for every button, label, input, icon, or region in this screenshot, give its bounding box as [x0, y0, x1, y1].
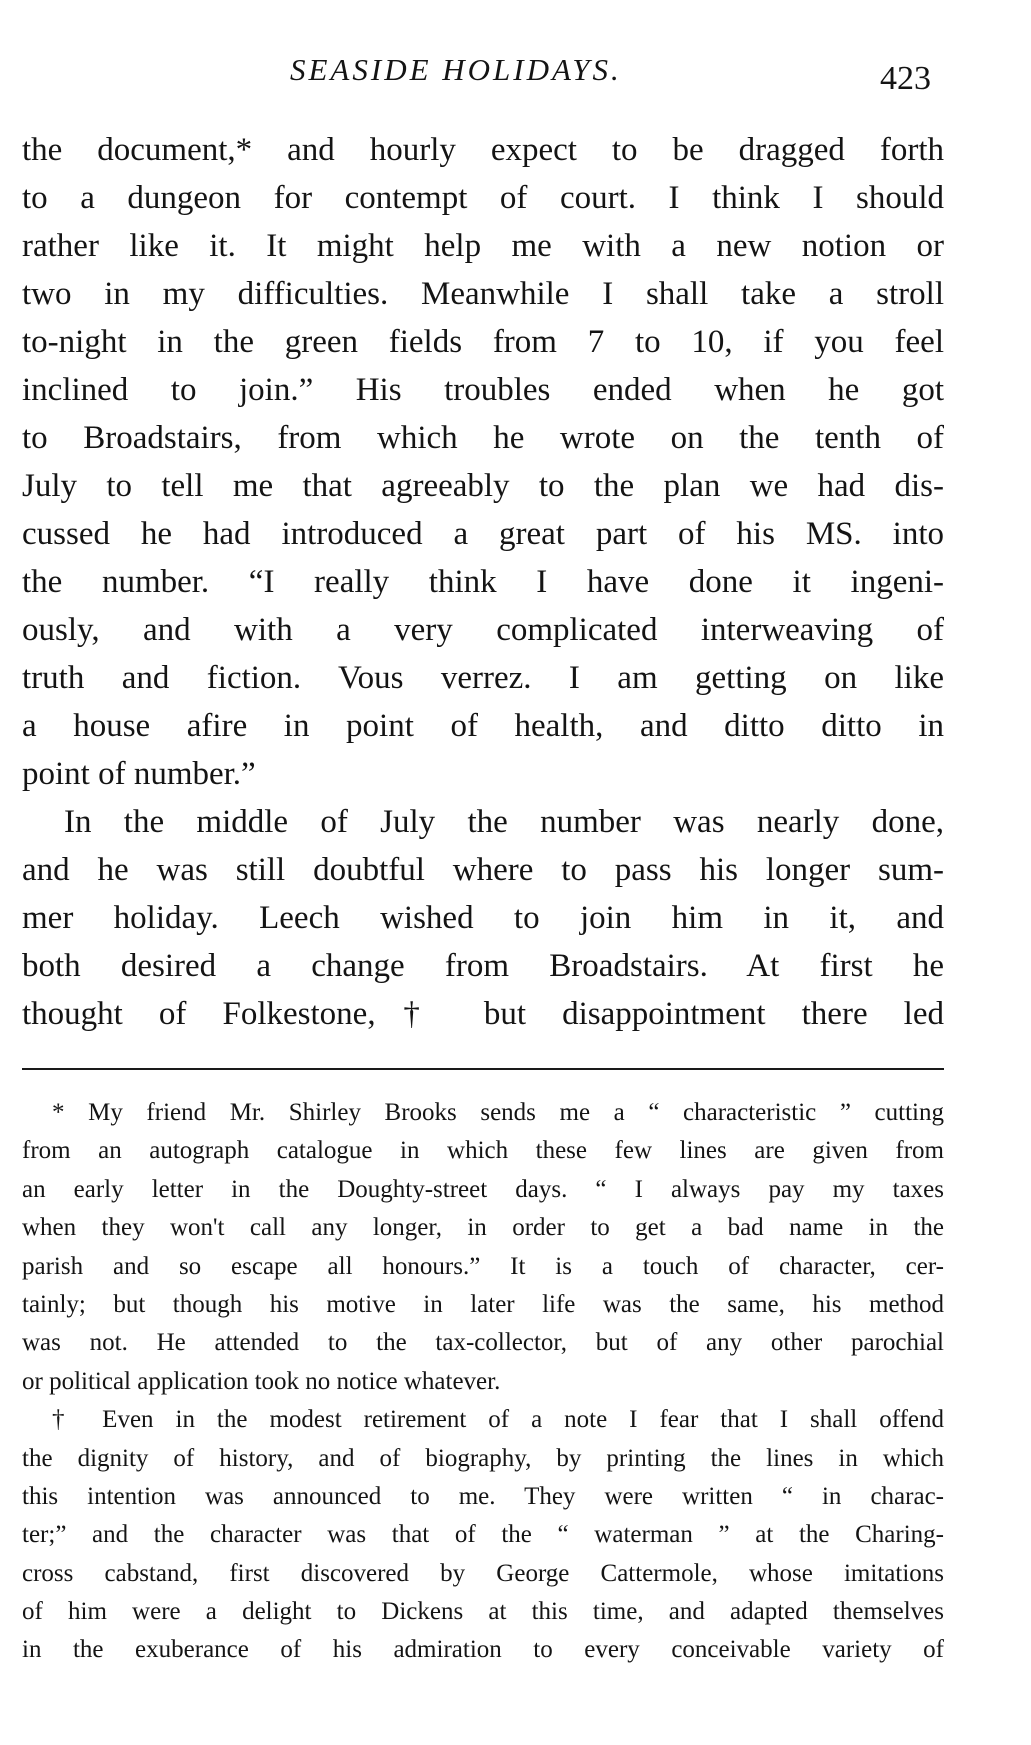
footnote-line: an early letter in the Doughty-street days. “ I always pay my taxes — [22, 1175, 944, 1203]
footnote-line: of him were a delight to Dickens at this time, and adapted themselves — [22, 1598, 944, 1626]
footnote-line: the dignity of history, and of biography, by printing the lines in which — [22, 1444, 944, 1472]
body-line: In the middle of July the number was nearly done, — [64, 804, 944, 840]
page-number: 423 — [880, 60, 931, 97]
footnote-line: in the exuberance of his admiration to every conceivable variety of — [22, 1636, 944, 1664]
body-line: the number. “I really think I have done it ingeni- — [22, 564, 944, 600]
footnote-line: parish and so escape all honours.” It is a touch of character, cer- — [22, 1252, 944, 1280]
footnote-line: this intention was announced to me. They were written “ in charac- — [22, 1482, 944, 1510]
body-line: to a dungeon for contempt of court. I think I should — [22, 180, 944, 216]
body-line: ously, and with a very complicated interweaving of — [22, 612, 944, 648]
body-line: to Broadstairs, from which he wrote on the tenth of — [22, 420, 944, 456]
footnote-line: when they won't call any longer, in order to get a bad name in the — [22, 1214, 944, 1242]
body-line: a house afire in point of health, and ditto ditto in — [22, 708, 944, 744]
body-line: mer holiday. Leech wished to join him in it, and — [22, 900, 944, 936]
footnote-line: was not. He attended to the tax-collector, but of any other parochial — [22, 1329, 944, 1357]
footnotes — [22, 1094, 944, 1670]
footnote-line: * My friend Mr. Shirley Brooks sends me a “ characteristic ” cutting — [52, 1099, 944, 1126]
body-line: truth and fiction. Vous verrez. I am getting on like — [22, 660, 944, 696]
footnote-line: † Even in the modest retirement of a note I fear that I shall offend — [52, 1406, 944, 1434]
footnote-line: or political application took no notice whatever. — [22, 1367, 501, 1395]
body-line: the document,* and hourly expect to be dragged forth — [22, 132, 944, 168]
footnote-asterisk — [22, 1094, 944, 1401]
body-line: thought of Folkestone,† but disappointment there led — [22, 996, 944, 1032]
body-line: cussed he had introduced a great part of his MS. into — [22, 516, 944, 552]
footnote-line: from an autograph catalogue in which these few lines are given from — [22, 1137, 944, 1165]
body-line: rather like it. It might help me with a new notion or — [22, 228, 944, 264]
body-line: to-night in the green fields from 7 to 10, if you feel — [22, 324, 944, 360]
running-title: SEASIDE HOLIDAYS. — [290, 52, 622, 87]
body-line: July to tell me that agreeably to the plan we had dis- — [22, 468, 944, 504]
body-line: inclined to join.” His troubles ended when he got — [22, 372, 944, 408]
body-line: two in my difficulties. Meanwhile I shall take a stroll — [22, 276, 944, 312]
footnote-dagger — [22, 1401, 944, 1670]
footnote-line: cross cabstand, first discovered by George Cattermole, whose imitations — [22, 1559, 944, 1587]
body-line: both desired a change from Broadstairs. At first he — [22, 948, 944, 984]
footnote-line: tainly; but though his motive in later life was the same, his method — [22, 1290, 944, 1318]
body-line: and he was still doubtful where to pass his longer sum- — [22, 852, 944, 888]
footnote-divider — [22, 1068, 944, 1070]
body-line: point of number.” — [22, 756, 256, 792]
footnote-line: ter;” and the character was that of the “ waterman ” at the Charing- — [22, 1521, 944, 1549]
body-text — [22, 126, 944, 1038]
